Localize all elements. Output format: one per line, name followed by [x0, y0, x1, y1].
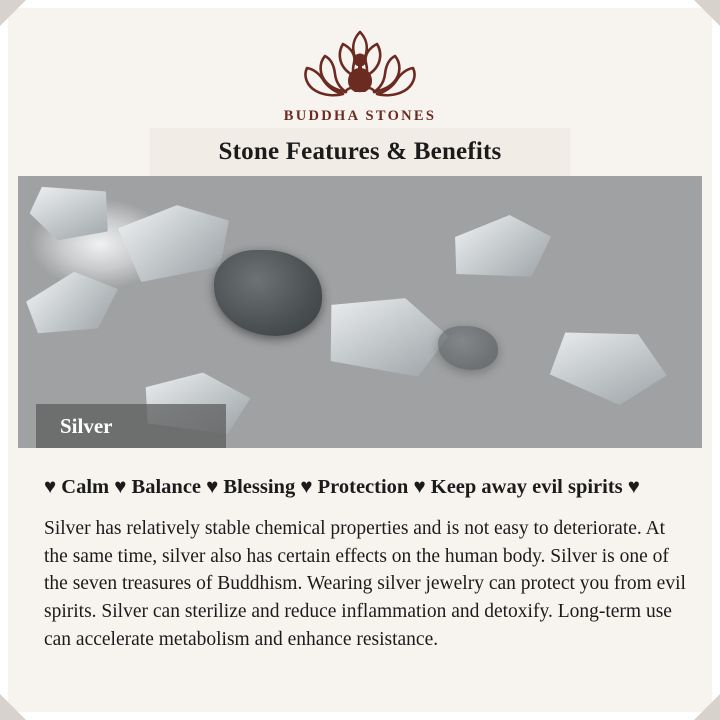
lotus-meditation-icon: [285, 24, 435, 102]
brand-logo-area: [0, 24, 720, 125]
photo-caption-band: [36, 404, 226, 448]
stone-name-label: Silver: [60, 413, 113, 438]
section-title-band: [150, 128, 570, 176]
benefit-keywords: ♥ Calm ♥ Balance ♥ Blessing ♥ Protection ♥ Keep away evil spirits ♥: [44, 476, 640, 498]
description-text: Silver has relatively stable chemical properties and is not easy to deteriorate. At the same time, silver also has certain effects on the human body. Silver is one of the seven treasures of Buddhism. Wearing silver jewelry can protect you from evil spirits. Silver can sterilize and reduce inflammation and detoxify. Long-term use can accelerate metabolism and enhance resistance.: [44, 518, 686, 650]
description-block: [18, 462, 702, 653]
stone-photo: [18, 176, 702, 448]
page-title: Stone Features & Benefits: [218, 138, 502, 165]
brand-name: BUDDHA STONES: [283, 108, 437, 124]
